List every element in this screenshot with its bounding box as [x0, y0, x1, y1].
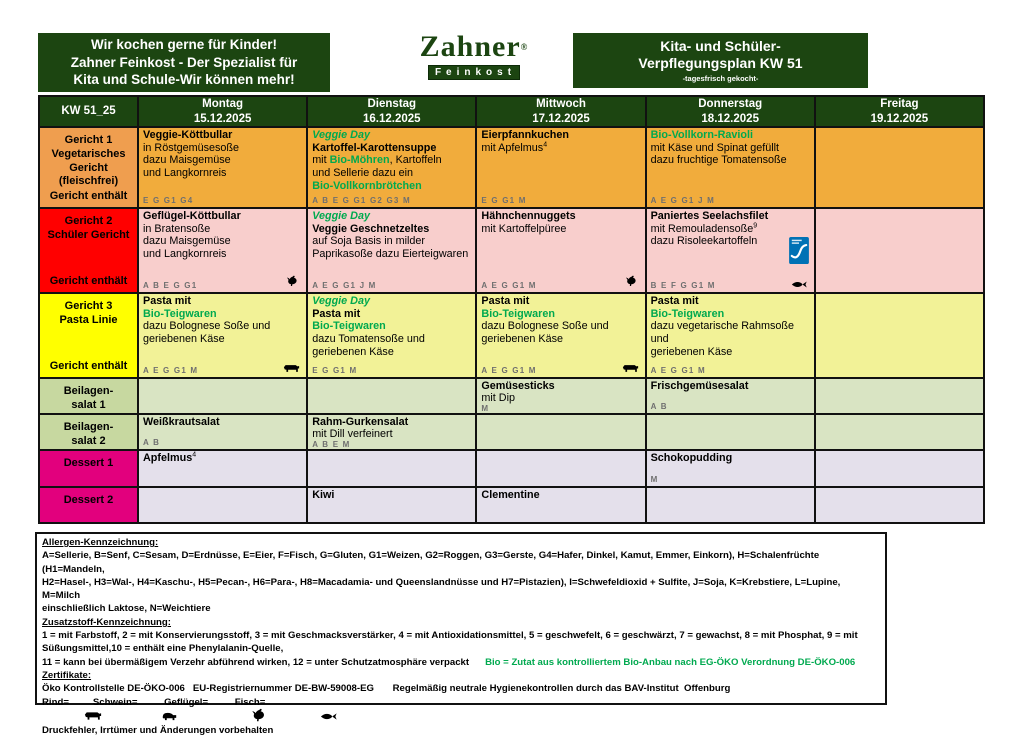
menu-line: Bio-Teigwaren	[312, 320, 386, 333]
cell-gericht-3-mittwoch	[477, 294, 646, 379]
row-label-text: Gericht 3 Pasta Linie	[59, 300, 118, 326]
allergen-codes: A B E G G1 G2 G3 M	[312, 195, 411, 205]
week-label: KW 51_25	[40, 97, 139, 128]
registered-mark: ®	[520, 42, 529, 52]
msc-label-icon	[789, 237, 809, 268]
menu-line: Schokopudding	[650, 452, 733, 464]
cell-beilagensalat-1-freitag	[816, 379, 985, 415]
cell-beilagensalat-1-montag	[139, 379, 308, 415]
menu-line: und Langkornreis	[143, 247, 227, 260]
cell-beilagensalat-2-dienstag	[308, 415, 477, 451]
plan-title-line-2: Verpflegungsplan KW 51	[638, 55, 803, 72]
cell-beilagensalat-1-donnerstag	[647, 379, 816, 415]
day-header-donnerstag	[647, 97, 816, 128]
menu-line: Bio-Teigwaren	[650, 307, 725, 320]
menu-line: Eierpfannkuchen	[481, 129, 569, 141]
allergen-codes: A E G G1 J M	[312, 280, 377, 290]
menu-line: geriebenen Käse	[143, 332, 225, 345]
legend-box	[35, 532, 887, 736]
legend-line-6: 1 = mit Farbstoff, 2 = mit Konservierungsstoff, 3 = mit Geschmacksverstärker, 4 = mit Antioxidationsmittel, 5 = geschwefelt, 6 = geschwärzt, 7 = gewachst, 8 = mit Phosphat, 9 = mit	[42, 630, 858, 642]
menu-line: Pasta mit	[650, 295, 699, 307]
chicken-icon	[285, 275, 300, 289]
row-label-gericht-1	[40, 128, 139, 209]
legend-line-7: Süßungsmittel,10 = enthält eine Phenylalanin-Quelle,	[42, 643, 284, 655]
cell-dessert-1-donnerstag	[647, 451, 816, 488]
menu-line: Apfelmus$^4$	[143, 451, 197, 464]
row-label-text: Gericht 1 Vegetarisches Gericht (fleischfrei)	[51, 134, 126, 188]
menu-line: Bio-Teigwaren	[481, 307, 555, 320]
day-name: Mittwoch	[536, 97, 586, 110]
day-date: 16.12.2025	[363, 112, 421, 125]
cell-dessert-1-freitag	[816, 451, 985, 488]
legend-line-1: Allergen-Kennzeichnung:	[42, 537, 159, 548]
menu-line: und Langkornreis	[143, 166, 227, 179]
cell-gericht-3-dienstag	[308, 294, 477, 379]
fish-icon	[791, 280, 808, 289]
cell-gericht-1-montag	[139, 128, 308, 209]
menu-line: Veggie Day	[312, 210, 370, 222]
menu-line: Clementine	[481, 489, 540, 501]
intro-banner	[38, 33, 330, 92]
menu-line: Paniertes Seelachsfilet	[650, 210, 769, 222]
menu-line: dazu Bolognese Soße und	[481, 320, 609, 333]
menu-line: dazu Tomatensoße und	[312, 332, 425, 345]
allergen-codes: A B E M	[312, 440, 351, 449]
menu-line: dazu Maisgemüse	[143, 154, 231, 167]
menu-line: Bio-Vollkorn-Ravioli	[650, 129, 753, 141]
menu-line: Frischgemüsesalat	[650, 380, 749, 392]
menu-line: dazu vegetarische Rahmsoße und	[650, 320, 795, 345]
cell-gericht-3-freitag	[816, 294, 985, 379]
day-name: Freitag	[880, 97, 919, 110]
cell-beilagensalat-1-dienstag	[308, 379, 477, 415]
cow-icon	[622, 363, 639, 374]
intro-line-1: Wir kochen gerne für Kinder!	[91, 36, 277, 52]
cell-icons	[283, 363, 300, 374]
menu-line: in Röstgemüsesoße	[143, 141, 240, 154]
day-name: Montag	[202, 97, 244, 110]
menu-line: dazu fruchtige Tomatensoße	[650, 154, 787, 167]
row-label-contains: Gericht enthält	[49, 275, 128, 288]
row-label-text: Gericht 2 Schüler Gericht	[47, 215, 130, 241]
day-date: 15.12.2025	[193, 112, 252, 125]
row-label-beilagensalat-1	[40, 379, 139, 415]
cell-icons	[791, 280, 808, 289]
allergen-codes: A B	[650, 401, 668, 411]
menu-line: Hähnchennuggets	[481, 210, 576, 222]
cell-icons	[285, 275, 300, 289]
legend-line-5: Zusatzstoff-Kennzeichnung:	[42, 616, 171, 628]
day-date: 17.12.2025	[532, 112, 590, 125]
row-label-beilagensalat-2	[40, 415, 139, 451]
row-label-dessert-1	[40, 451, 139, 488]
menu-table	[38, 95, 985, 524]
menu-line: geriebenen Käse	[650, 345, 733, 358]
allergen-codes: A B	[143, 437, 161, 447]
day-header-mittwoch	[477, 97, 646, 128]
menu-line: Gemüsesticks	[481, 380, 555, 392]
row-label-dessert-2	[40, 488, 139, 524]
legend-line-2: A=Sellerie, B=Senf, C=Sesam, D=Erdnüsse, E=Eier, F=Fisch, G=Gluten, G1=Weizen, G2=Roggen, G3=Gerste, G4=Hafer, Dinkel, Kamut, Emmer, Einkorn), H=Schalenfrüchte (H1=Mandeln,	[42, 550, 822, 575]
cell-gericht-2-dienstag	[308, 209, 477, 294]
menu-line: Veggie Day	[312, 295, 370, 307]
cell-dessert-2-freitag	[816, 488, 985, 524]
menu-line: Veggie Day	[312, 129, 370, 141]
menu-line: Pasta mit	[312, 307, 361, 320]
fish-icon	[320, 712, 338, 721]
row-label-gericht-3	[40, 294, 139, 379]
row-label-text: Beilagen- salat 1	[63, 385, 114, 411]
day-header-dienstag	[308, 97, 477, 128]
menu-line: Pasta mit	[481, 295, 530, 307]
allergen-codes: M	[650, 474, 659, 484]
legend-line-9: Zertifikate:	[42, 669, 92, 681]
menu-line: Geflügel-Köttbullar	[143, 210, 241, 222]
menu-line: Weißkrautsalat	[143, 416, 220, 428]
allergen-codes: A E G G1 M	[143, 365, 199, 375]
logo-name: Zahner	[419, 30, 521, 63]
plan-title-banner	[573, 33, 868, 88]
menu-line: geriebenen Käse	[481, 332, 564, 345]
menu-line: mit Kartoffelpüree	[481, 222, 567, 235]
cell-gericht-2-mittwoch	[477, 209, 646, 294]
menu-line: geriebenen Käse	[312, 345, 394, 358]
cell-beilagensalat-2-donnerstag	[647, 415, 816, 451]
menu-line: dazu Maisgemüse	[143, 235, 231, 248]
disclaimer-text: Druckfehler, Irrtümer und Änderungen vorbehalten	[42, 724, 274, 736]
cell-beilagensalat-2-freitag	[816, 415, 985, 451]
cow-icon	[84, 710, 102, 722]
pig-icon	[160, 711, 178, 722]
cell-dessert-2-donnerstag	[647, 488, 816, 524]
cell-icons	[624, 275, 639, 289]
menu-line: mit Apfelmus$^4$	[481, 141, 548, 154]
menu-line: Bio-Vollkornbrötchen	[312, 179, 422, 192]
menu-line: mit Remouladensoße$^9$	[650, 222, 758, 235]
logo-subtitle: Feinkost	[428, 65, 520, 80]
day-name: Dienstag	[367, 97, 417, 110]
menu-line: dazu Bolognese Soße und	[143, 320, 271, 333]
cell-beilagensalat-1-mittwoch	[477, 379, 646, 415]
allergen-codes: A E G G1 M	[481, 365, 537, 375]
menu-line: Kiwi	[312, 489, 335, 501]
species-icons-row	[42, 709, 880, 724]
plan-subtitle: -tagesfrisch gekocht-	[682, 73, 759, 83]
cell-gericht-2-montag	[139, 209, 308, 294]
day-date: 18.12.2025	[701, 112, 759, 125]
row-label-text: Beilagen- salat 2	[63, 421, 114, 447]
cell-beilagensalat-2-mittwoch	[477, 415, 646, 451]
cell-gericht-1-dienstag	[308, 128, 477, 209]
menu-line: dazu Risoleekartoffeln	[650, 235, 758, 248]
allergen-codes: E G G1 G4	[143, 195, 194, 205]
legend-line-10: Öko Kontrollstelle DE-ÖKO-006 EU-Registriernummer DE-BW-59008-EG Regelmäßig neutrale Hygienekontrollen durch das BAV-Institut Offenburg	[42, 683, 731, 695]
day-header-freitag	[816, 97, 985, 128]
menu-line: und Sellerie dazu ein	[312, 166, 414, 179]
row-label-gericht-2	[40, 209, 139, 294]
menu-line: auf Soja Basis in milder	[312, 235, 426, 248]
cell-dessert-2-mittwoch	[477, 488, 646, 524]
menu-line: Rahm-Gurkensalat	[312, 416, 409, 428]
row-label-text: Dessert 1	[63, 457, 114, 469]
cell-gericht-1-mittwoch	[477, 128, 646, 209]
cow-icon	[283, 363, 300, 374]
legend-line-4: einschließlich Laktose, N=Weichtiere	[42, 603, 211, 615]
legend-line-3: H2=Hasel-, H3=Wal-, H4=Kaschu-, H5=Pecan-, H6=Para-, H8=Macadamia- und Queenslandnüsse und H7=Pistazien), I=Schwefeldioxid + Sulfite, J=Soja, K=Krebstiere, L=Lupine, M=Milch	[42, 576, 843, 602]
legend-line-8: 11 = kann bei übermäßigem Verzehr abführend wirken, 12 = unter Schutzatmosphäre verpackt Bio = Zutat aus kontrolliertem Bio-Anbau nach EG-ÖKO Verordnung DE-ÖKO-006	[42, 656, 856, 668]
cell-gericht-1-donnerstag	[647, 128, 816, 209]
legend-line-11: Rind= Schwein= Geflügel= Fisch=	[42, 696, 266, 708]
allergen-codes: E G G1 M	[312, 365, 358, 375]
cell-dessert-1-mittwoch	[477, 451, 646, 488]
cell-dessert-2-dienstag	[308, 488, 477, 524]
chicken-icon	[624, 275, 639, 289]
row-label-contains: Gericht enthält	[49, 190, 128, 203]
menu-line: Pasta mit	[143, 295, 192, 307]
logo-wordmark	[416, 32, 532, 62]
cell-gericht-2-freitag	[816, 209, 985, 294]
menu-line: Bio-Teigwaren	[143, 307, 217, 320]
menu-line: Veggie Geschnetzeltes	[312, 222, 430, 235]
zahner-logo	[416, 32, 532, 88]
intro-line-3: Kita und Schule-Wir können mehr!	[73, 72, 295, 88]
menu-line: mit Dip	[481, 392, 515, 404]
allergen-codes: A E G G1 M	[650, 365, 706, 375]
allergen-codes: E G G1 M	[481, 195, 527, 205]
allergen-codes: A B E G G1	[143, 280, 198, 290]
day-header-montag	[139, 97, 308, 128]
allergen-codes: A E G G1 M	[481, 280, 537, 290]
chicken-icon	[250, 708, 268, 725]
cell-gericht-3-montag	[139, 294, 308, 379]
menu-line: mit Käse und Spinat gefüllt	[650, 141, 780, 154]
day-date: 19.12.2025	[870, 112, 929, 125]
cell-gericht-1-freitag	[816, 128, 985, 209]
menu-line: mit Bio-Möhren, Kartoffeln	[312, 154, 442, 167]
day-name: Donnerstag	[698, 97, 763, 110]
cell-dessert-1-montag	[139, 451, 308, 488]
cell-icons	[622, 363, 639, 374]
menu-line: Paprikasoße dazu Eierteigwaren	[312, 247, 469, 260]
menu-line: Kartoffel-Karottensuppe	[312, 141, 437, 154]
row-label-contains: Gericht enthält	[49, 360, 128, 373]
allergen-codes: A E G G1 J M	[650, 195, 715, 205]
menu-line: Veggie-Köttbullar	[143, 129, 233, 141]
cell-gericht-3-donnerstag	[647, 294, 816, 379]
menu-line: mit Dill verfeinert	[312, 428, 393, 440]
menu-line: in Bratensoße	[143, 222, 211, 235]
allergen-codes: B E F G G1 M	[650, 280, 716, 290]
row-label-text: Dessert 2	[63, 494, 114, 506]
cell-dessert-2-montag	[139, 488, 308, 524]
allergen-codes: M	[481, 404, 490, 413]
cell-gericht-2-donnerstag	[647, 209, 816, 294]
cell-dessert-1-dienstag	[308, 451, 477, 488]
plan-title-line-1: Kita- und Schüler-	[660, 37, 781, 54]
cell-beilagensalat-2-montag	[139, 415, 308, 451]
intro-line-2: Zahner Feinkost - Der Spezialist für	[70, 54, 298, 70]
